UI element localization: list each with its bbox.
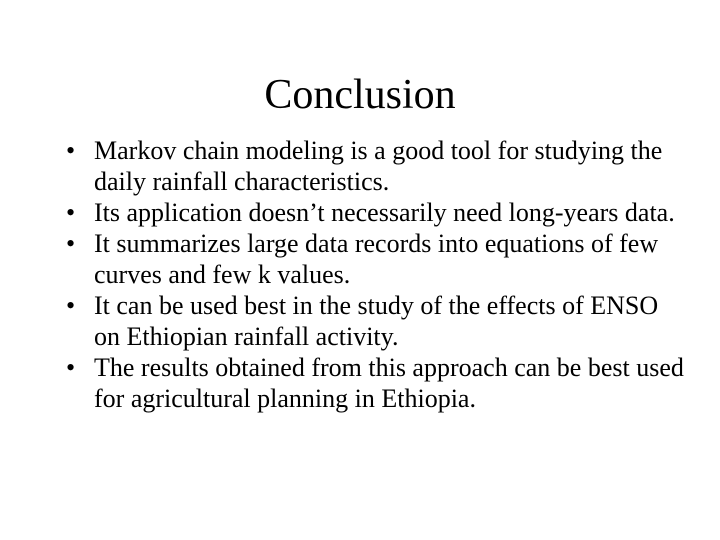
bullet-marker: • [66, 353, 76, 382]
bullet-text: It can be used best in the study of the effects of ENSO on Ethiopian rainfall activity. [94, 291, 659, 351]
bullet-marker: • [66, 291, 76, 320]
bullet-marker: • [66, 229, 76, 258]
bullet-text: Its application doesn’t necessarily need long-years data. [94, 198, 675, 227]
bullet-marker: • [66, 198, 76, 227]
bullet-item [66, 228, 686, 290]
bullet-list [66, 135, 686, 414]
slide-title: Conclusion [264, 72, 456, 118]
bullet-item [66, 135, 686, 197]
bullet-text: It summarizes large data records into equations of few curves and few k values. [94, 229, 659, 289]
bullet-item [66, 352, 686, 414]
bullet-text: The results obtained from this approach can be best used for agricultural planning in Ethiopia. [94, 353, 684, 413]
bullet-item [66, 290, 686, 352]
bullet-item [66, 197, 686, 228]
bullet-text: Markov chain modeling is a good tool for studying the daily rainfall characteristics. [94, 136, 663, 196]
bullet-marker: • [66, 136, 76, 165]
